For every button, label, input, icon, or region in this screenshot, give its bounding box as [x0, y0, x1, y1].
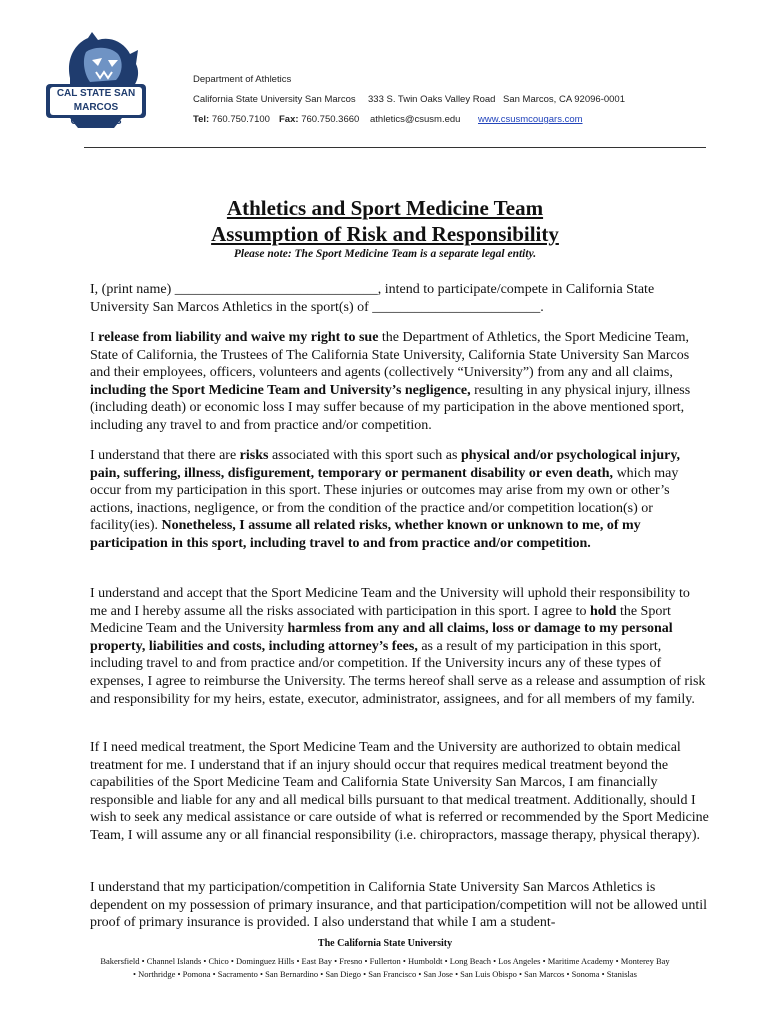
- city-address: San Marcos, CA 92096-0001: [503, 94, 625, 105]
- document-title-line1: Athletics and Sport Medicine Team: [226, 196, 544, 220]
- header-divider: [84, 147, 706, 148]
- text-segment: hold: [589, 603, 617, 619]
- footer-title: The California State University: [317, 938, 453, 949]
- text-segment: resulting in any physical injury, illness (including death) or economic loss I may suffer because of my participation in the above mentioned sport, including any travel to and from practice and/or competition.: [90, 382, 691, 433]
- text-segment: the Department of Athletics, the Sport Medicine Team, State of California, the Trustees of The California State University, California State University San Marcos and their employees, officers, volunteers and agents (collectively “University”) from any and all claims,: [90, 330, 690, 381]
- document-title-line2: Assumption of Risk and Responsibility: [211, 222, 559, 246]
- release-paragraph: [90, 329, 710, 435]
- text-segment: the Sport Medicine Team and the University: [90, 603, 671, 637]
- risks-paragraph: [90, 447, 710, 553]
- fax-info: [279, 114, 359, 125]
- tel-label: Tel:: [193, 114, 210, 125]
- university-name: California State University San Marcos: [193, 94, 356, 105]
- fax-number: 760.750.3660: [301, 114, 360, 125]
- logo-text: CAL STATE SAN MARCOS COUGARS: [56, 88, 136, 127]
- insurance-paragraph: I understand that my participation/competition in California State University San Marcos Athletics is dependent on my possession of primary insurance, and that participation/competition will not be allowed until proof of primary insurance is provided. I also understand that while I am a student-: [90, 880, 708, 931]
- medical-treatment-paragraph: If I need medical treatment, the Sport Medicine Team and the University are authorized to obtain medical treatment for me. I understand that if an injury should occur that requires medical treatment beyond the capabilities of the Sport Medicine Team and California State University San Marcos, I am financially responsible and liable for any and all medical bills pursuant to that medical treatment. Additionally, should I wish to seek any medical assistance or care outside of what is referred or recommended by the Sport Medicine Team, I will assume any or all financial responsibility (i.e. chiropractors, massage therapy, physical therapy).: [90, 740, 709, 843]
- street-address: 333 S. Twin Oaks Valley Road: [368, 94, 496, 105]
- cougar-mascot-logo: [40, 30, 152, 132]
- text-segment: as a result of my participation in this sport, including travel to and from practice and/or competition. If the University incurs any of these types of expenses, I agree to reimburse the University. The terms hereof shall serve as a release and assumption of risk and responsibility for my heirs, estate, executor, administrator, assignees, and for all members of my family.: [90, 638, 706, 707]
- text-segment: including the Sport Medicine Team and University’s negligence,: [90, 382, 471, 398]
- footer-campuses-line1: Bakersfield • Channel Islands • Chico • Dominguez Hills • East Bay • Fresno • Fullerton • Humboldt • Long Beach • Los Angeles • Maritime Academy • Monterey Bay: [100, 956, 670, 966]
- website-link[interactable]: www.csusmcougars.com: [478, 114, 583, 125]
- intro-paragraph: I, (print name) _____________________________, intend to participate/compete in California State University San Marcos Athletics in the sport(s) of ________________________.: [90, 282, 655, 315]
- department-name: Department of Athletics: [193, 74, 292, 85]
- text-segment: physical and/or psychological injury, pain, suffering, illness, disfigurement, temporary or permanent disability or even death,: [90, 448, 681, 481]
- responsibility-paragraph: [90, 585, 710, 708]
- tel-info: [193, 114, 270, 125]
- legal-entity-note: Please note: The Sport Medicine Team is a separate legal entity.: [233, 248, 537, 260]
- fax-label: Fax:: [279, 114, 299, 125]
- tel-number: 760.750.7100: [211, 114, 270, 125]
- text-segment: I understand that there are: [90, 448, 240, 463]
- text-segment: I: [90, 330, 99, 345]
- text-segment: release from liability and waive my right to sue: [98, 330, 379, 345]
- text-segment: associated with this sport such as: [268, 448, 461, 463]
- text-segment: Nonetheless, I assume all related risks, whether known or unknown to me, of my participation in this sport, including travel to and from practice and/or competition.: [90, 518, 641, 551]
- email-address: athletics@csusm.edu: [370, 114, 461, 125]
- text-segment: harmless from any and all claims, loss or damage to my personal property, liabilities and costs, including attorney’s fees,: [90, 621, 673, 654]
- text-segment: which may occur from my participation in this sport. These injuries or outcomes may arise from my own or other’s actions, inactions, negligence, or from the condition of the practice and/or competition location(s) or facility(ies).: [90, 465, 679, 534]
- footer-campuses-line2: • Northridge • Pomona • Sacramento • San Bernardino • San Diego • San Francisco • San Jose • San Luis Obispo • San Marcos • Sonoma • Stanislas: [133, 969, 637, 979]
- text-segment: risks: [239, 448, 269, 463]
- text-segment: I understand and accept that the Sport Medicine Team and the University will uphold their responsibility to me and I hereby assume all the risks associated with participation in this sport. I agree to: [90, 586, 690, 619]
